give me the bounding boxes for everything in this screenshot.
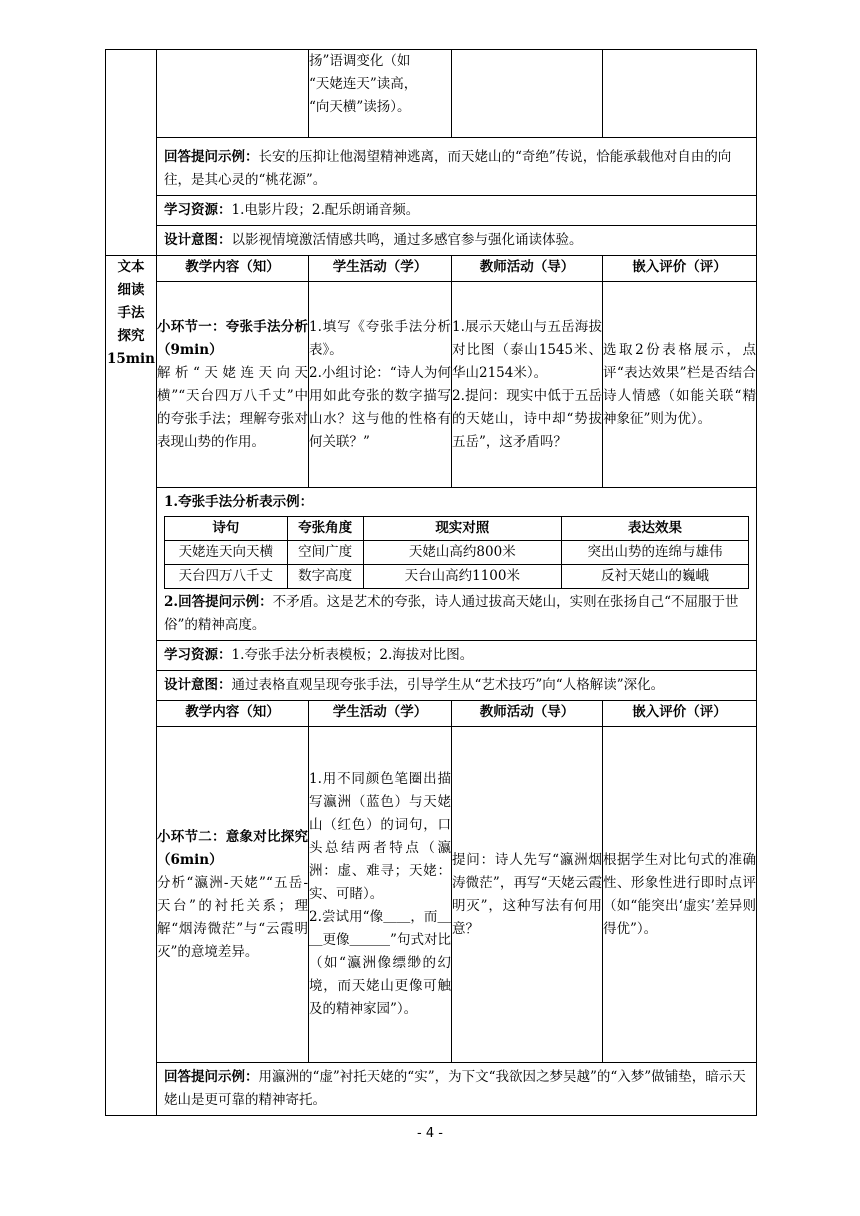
section2-eval-cell — [603, 727, 757, 1063]
resource-text: 1.夸张手法分析表模板；2.海拔对比图。 — [231, 647, 474, 663]
resource-label: 学习资源： — [164, 202, 232, 218]
section1-example-cell — [157, 488, 757, 641]
section2-answer-label: 回答提问示例： — [164, 1069, 259, 1085]
example-title: 1.夸张手法分析表示例： — [164, 494, 314, 510]
header-teacher: 教师活动（导） — [452, 701, 603, 727]
section2-answer-row — [106, 1063, 757, 1116]
intent-text: 以影视情境激活情感共鸣，通过多感官参与强化诵读体验。 — [231, 232, 583, 248]
stage-label: 细读 — [117, 282, 145, 298]
section1-answer-label: 2.回答提问示例： — [164, 594, 273, 610]
answer-label: 回答提问示例： — [164, 149, 259, 165]
section1-student-cell — [309, 282, 452, 488]
section1-title: 小环节一：夸张手法分析（9min） — [157, 318, 308, 358]
analysis-table-header — [165, 517, 749, 541]
resource-row — [106, 196, 757, 226]
section2-content-cell — [157, 727, 309, 1063]
analysis-header-cell: 夸张角度 — [287, 517, 363, 541]
continued-activity-row — [106, 50, 757, 138]
intent-text: 通过表格直观呈现夸张手法，引导学生从“艺术技巧”向“人格解读”深化。 — [231, 677, 665, 693]
section2-student-item: 2.尝试用“像＿＿，而＿＿更像＿＿＿”句式对比（如“瀛洲像缥缈的幻境，而天姥山更像可触及的精神家园”）。 — [309, 909, 451, 1017]
section1-teacher-cell — [452, 282, 603, 488]
lesson-plan-table — [105, 49, 757, 1116]
analysis-cell: 突出山势的连绵与雄伟 — [562, 541, 749, 565]
section2-content: 分析“瀛洲-天姥”“五岳-天台”的衬托关系；理解“烟涛微茫”与“云霞明灭”的意境差异。 — [157, 874, 308, 960]
section1-content-cell — [157, 282, 309, 488]
section2-answer-cell — [157, 1063, 757, 1116]
section1-content: 解析“天姥连天向天横”“天台四万八千丈”中的夸张手法；理解夸张对表现山势的作用。 — [157, 364, 308, 450]
intent-row — [106, 226, 757, 256]
stage-cell — [106, 256, 157, 1116]
section1-answer-text: 不矛盾。这是艺术的夸张，诗人通过拔高天姥山，实则在张扬自己“不屈服于世俗”的精神高度。 — [164, 594, 739, 633]
stage-label: 文本 — [117, 259, 145, 275]
section2-eval: 根据学生对比句式的准确性、形象性进行即时点评（如“能突出‘虚实’差异则得优”）。 — [603, 851, 756, 937]
stage-label: 探究 — [117, 328, 145, 344]
section1-intent-row — [106, 671, 757, 701]
analysis-header-cell: 现实对照 — [363, 517, 562, 541]
page-number: - 4 - — [417, 1126, 443, 1141]
analysis-cell: 空间广度 — [287, 541, 363, 565]
header-eval: 嵌入评价（评） — [603, 701, 757, 727]
intent-label: 设计意图： — [164, 232, 232, 248]
section1-example-row — [106, 488, 757, 641]
resource-text: 1.电影片段；2.配乐朗诵音频。 — [231, 202, 420, 218]
header-content: 教学内容（知） — [157, 701, 309, 727]
intent-label: 设计意图： — [164, 677, 232, 693]
analysis-cell: 天台四万八千丈 — [165, 565, 288, 589]
table-row — [165, 541, 749, 565]
analysis-header-cell: 诗句 — [165, 517, 288, 541]
section1-student-item: 2.小组讨论：“诗人为何用如此夸张的数字描写山水？这与他的性格有何关联？” — [309, 364, 451, 450]
section2-student-cell — [309, 727, 452, 1063]
section1-resource-row — [106, 641, 757, 671]
stage-label: 15min — [106, 351, 155, 367]
text-line: “天姥连天”读高， — [309, 76, 418, 92]
eval-cell-previous — [603, 50, 757, 138]
student-activity-cell-previous — [309, 50, 452, 138]
header-row-2 — [106, 701, 757, 727]
stage-cell-previous — [106, 50, 157, 256]
hyperbole-analysis-table — [164, 516, 749, 589]
header-eval: 嵌入评价（评） — [603, 256, 757, 282]
section1-resource-cell — [157, 641, 757, 671]
text-line: 扬”语调变化（如 — [309, 53, 411, 69]
analysis-cell: 数字高度 — [287, 565, 363, 589]
answer-example-row — [106, 138, 757, 196]
section1-intent-cell — [157, 671, 757, 701]
section1-eval: 选取2份表格展示，点评“表达效果”栏是否结合诗人情感（如能关联“精神象征”则为优）。 — [603, 341, 756, 427]
header-student: 学生活动（学） — [309, 256, 452, 282]
analysis-cell: 天姥山高约800米 — [363, 541, 562, 565]
section2-row — [106, 727, 757, 1063]
header-row-1 — [106, 256, 757, 282]
section1-teacher-item: 1.展示天姥山与五岳海拔对比图（泰山1545米、华山2154米）。 — [452, 318, 602, 381]
analysis-cell: 天姥连天向天横 — [165, 541, 288, 565]
content-cell-previous — [157, 50, 309, 138]
section2-student-item: 1.用不同颜色笔圈出描写瀛洲（蓝色）与天姥山（红色）的词句，口头总结两者特点（瀛洲：虚、难寻；天姥：实、可睹）。 — [309, 771, 451, 902]
teacher-activity-cell-previous — [452, 50, 603, 138]
section1-row — [106, 282, 757, 488]
header-content: 教学内容（知） — [157, 256, 309, 282]
resource-label: 学习资源： — [164, 647, 232, 663]
header-student: 学生活动（学） — [309, 701, 452, 727]
analysis-cell: 反衬天姥山的巍峨 — [562, 565, 749, 589]
section2-teacher-cell — [452, 727, 603, 1063]
section1-student-item: 1.填写《夸张手法分析表》。 — [309, 318, 451, 358]
answer-example-cell — [157, 138, 757, 196]
section2-answer-text: 用瀛洲的“虚”衬托天姥的“实”，为下文“我欲因之梦吴越”的“入梦”做铺垫，暗示天姥山是更可靠的精神寄托。 — [164, 1069, 746, 1108]
answer-text: 长安的压抑让他渴望精神逃离，而天姥山的“奇绝”传说，恰能承载他对自由的向往，是其心灵的“桃花源”。 — [164, 149, 732, 188]
resource-cell — [157, 196, 757, 226]
text-line: “向天横”读扬）。 — [309, 99, 411, 115]
analysis-cell: 天台山高约1100米 — [363, 565, 562, 589]
header-teacher: 教师活动（导） — [452, 256, 603, 282]
intent-cell — [157, 226, 757, 256]
stage-label: 手法 — [117, 305, 145, 321]
section1-eval-cell — [603, 282, 757, 488]
analysis-header-cell: 表达效果 — [562, 517, 749, 541]
section2-title: 小环节二：意象对比探究（6min） — [157, 828, 308, 868]
table-row — [165, 565, 749, 589]
section2-teacher: 提问：诗人先写“瀛洲烟涛微茫”，再写“天姥云霞明灭”，这种写法有何用意？ — [452, 851, 602, 937]
section1-teacher-item: 2.提问：现实中低于五岳的天姥山，诗中却“势拔五岳”，这矛盾吗？ — [452, 387, 602, 450]
